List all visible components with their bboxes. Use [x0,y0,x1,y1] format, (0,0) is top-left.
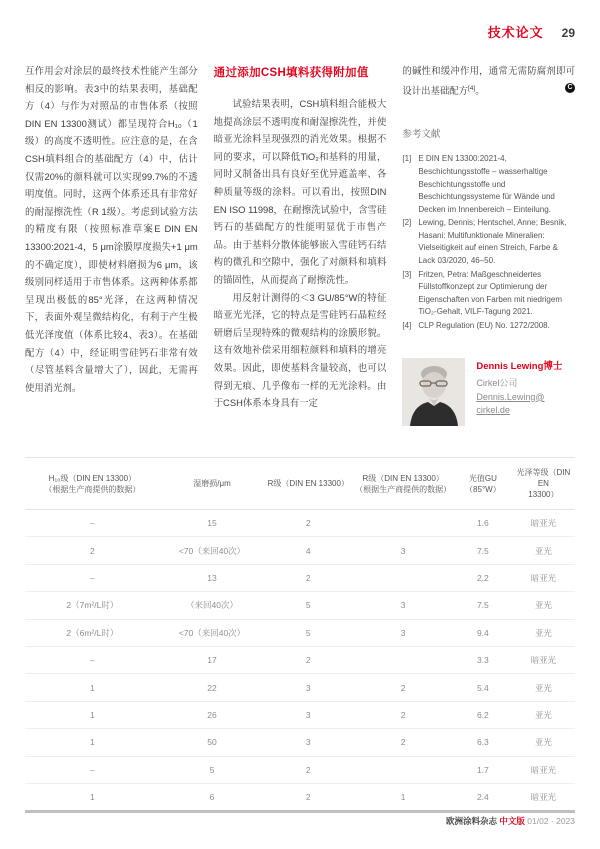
table-row [25,784,575,813]
table-cell: 3 [400,600,406,611]
table-cell: 6.3 [476,737,489,748]
body-paragraph: 试验结果表明，CSH填料组合能极大地提高涂层不透明度和耐湿擦洗性，并使暗亚光涂料呈现强烈的消光效果。根据不同的要求，可以降低TiO₂和基料的用量，同时又制备出具有良好至优异遮盖率、各种质量等级的涂料。可以看出，按照DIN EN ISO 11998，在耐擦洗试验中，含雪硅钙石的基础配方的性能明显优于市售产品。由于基料分散体能够嵌入雪硅钙石结构的微孔和空隙中，强化了对颜料和填料的锚固性，从而提高了耐擦洗性。 [213,98,387,285]
citation-marker: [4] [467,84,476,92]
table-cell: 1 [400,792,406,803]
table-cell: 1 [90,792,95,803]
reference-item [402,217,575,267]
journal-name: 欧洲涂料杂志 [445,816,497,826]
page-header [488,22,575,41]
reference-text: Lewing, Dennis; Hentschel, Anne; Besnik, Hasani: Multifunktionale Mineralien: Vielseitigkeit auf einen Streich, Farbe & Lack 03/2020, 46–50. [418,218,567,266]
author-company: Cirkel公司 [476,377,518,388]
references-list [402,153,575,332]
table-cell: 6.2 [476,709,489,720]
table-cell: 暗亚光 [530,764,557,775]
author-name: Dennis Lewing博士 [476,360,563,372]
page-footer [446,815,575,827]
table-row [25,674,575,701]
table-cell: 暗亚光 [530,518,557,529]
table-body [25,510,575,813]
results-table [25,457,575,813]
email-line2: cirkel.de [476,404,510,415]
section-heading: 通过添加CSH填料获得附加值 [213,67,369,79]
table-cell: <70（来回40次） [178,545,246,556]
rubric-label: 技术论文 [487,25,544,40]
email-line1: Dennis.Lewing@ [476,391,545,402]
table-cell: 15 [207,518,217,529]
article-body [25,62,575,426]
table-cell: 3 [305,682,311,693]
author-block [402,358,575,426]
table-cell: 2 [400,682,406,693]
table-cell: 亚光 [534,545,552,556]
table-cell: 2 [305,792,311,803]
table-cell: 2 [90,545,95,556]
table-cell: 5 [305,627,311,638]
table-cell: 2 [305,655,311,666]
author-info [476,358,562,426]
body-paragraph: 互作用会对涂层的最终技术性能产生部分相反的影响。表3中的结果表明，基础配方（4）与作为对照品的市售体系（按照DIN EN 13300测试）都呈现符合H₁₀（1级）的高度不透明性。应注意的是，在含CSH填料组合的基础配方（4）中，估计仅需20%的颜料就可以实现99.7%的不透明度值。同时，这两个体系还具有非常好的耐湿擦洗性（R 1级）。考虑到试验方法的精度有限（按照标准草案E DIN EN 13300:2021-4，5 μm涂膜厚度损失+1 μm的不确定度），即使材料磨损为6 μm，该级别同样适用于市售体系。这两种体系都呈现出极低的85°光泽，在这两种情况下，表面外观呈微结构化，有利于产生极低光泽度值（体系比较4、表3）。在基础配方（4）中，经证明雪硅钙石非常有效（尽管基料含量增大了），因此，无需再使用消光剂。 [25,65,198,393]
table-cell: 亚光 [534,627,552,638]
reference-number: [1] [402,154,412,164]
column-header: 光值GU（85°W） [465,473,501,494]
column-header: 光泽等级（DIN EN 13300） [516,468,571,499]
table-cell: 暗亚光 [530,792,557,803]
table-cell: （来回40次） [186,600,238,611]
column-middle [214,62,387,426]
table-cell: 2.4 [476,792,489,803]
table-cell: 亚光 [534,737,552,748]
table-cell: 暗亚光 [530,655,557,666]
table-cell: 2.2 [476,572,489,583]
reference-item [402,153,575,216]
table-cell: 1 [90,737,95,748]
table-row [25,729,575,756]
table-row [25,537,575,564]
table-cell: 3 [305,737,311,748]
table-cell: 亚光 [534,709,552,720]
table-cell: 7.5 [476,545,489,556]
table-cell: – [90,764,95,775]
reference-number: [2] [402,218,412,228]
table-row [25,510,575,537]
table-cell: 5.4 [476,682,489,693]
table-cell: 2 [305,764,311,775]
table-cell: 暗亚光 [530,572,557,583]
table-cell: – [90,572,95,583]
reference-item [402,269,575,319]
table-cell: 5 [305,600,311,611]
table-row [25,757,575,784]
table-cell: – [90,518,95,529]
table-cell: 1 [90,709,95,720]
table-cell: 亚光 [534,682,552,693]
paragraph-text: 。 [475,84,485,96]
table-cell: 4 [305,545,311,556]
reference-text: E DIN EN 13300:2021-4, Beschichtungsstoffe – wasserhaltige Beschichtungsstoffe und Beschichtungssysteme für Wände und Decken im Innenbereich – Einteilung. [418,154,555,214]
table-cell: 3 [305,709,311,720]
table-cell: 22 [207,682,217,693]
portrait-image [402,358,465,426]
table-cell: 2 [400,737,406,748]
table-row [25,620,575,647]
table-cell: 3 [400,545,406,556]
table-cell: 亚光 [534,600,552,611]
edition-label: 中文版 [499,816,525,826]
table-cell: 2（7m²/L时） [66,600,119,611]
table-cell: 3.3 [476,655,489,666]
table-row [25,702,575,729]
table-cell: 7.5 [476,600,489,611]
table-cell: 50 [207,737,217,748]
column-header: 湿磨损/μm [193,479,231,488]
column-header: R级（DIN EN 13300） （根据生产商提供的数据） [355,473,452,494]
references-heading: 参考文献 [402,129,441,141]
reference-number: [3] [402,269,412,279]
column-header: R级（DIN EN 13300） [267,479,349,488]
table-cell: 26 [207,709,217,720]
table-row [25,592,575,619]
end-of-article-icon: C [565,83,575,93]
table-cell: 3 [400,627,406,638]
table-cell: 1.7 [476,764,489,775]
table-cell: 1.6 [476,518,489,529]
body-paragraph [402,62,575,99]
reference-text: CLP Regulation (EU) No. 1272/2008. [418,321,550,331]
body-paragraph: 用反射计测得的＜3 GU/85°W的特征暗亚光光泽，它的特点是雪硅钙石晶粒经研磨后呈现特殊的微观结构的涂膜形貌。这有效地补偿采用细粒颜料和填料的增亮效果。因此，即使基料含量较高，也可以得到无痕、几乎像布一样的无光涂料。由于CSH体系本身具有一定 [213,291,387,409]
table-cell: 2（6m²/L时） [66,627,119,638]
page-number: 29 [561,26,575,40]
table-cell: 2 [305,518,311,529]
issue-label: 01/02 · 2023 [527,816,575,826]
table-header-row [25,457,575,510]
table-cell: 2 [400,709,406,720]
reference-number: [4] [402,321,412,331]
paragraph-text: 的碱性和缓冲作用，通常无需防腐剂即可设计出基础配方 [402,65,576,96]
table-cell: 1 [90,682,95,693]
table-row [25,647,575,674]
author-email-link[interactable] [476,391,562,417]
table-cell: 17 [207,655,217,666]
table-row [25,565,575,592]
table-cell: <70（来回40次） [178,627,246,638]
reference-item [402,320,575,333]
table-cell: 6 [209,792,215,803]
author-photo [402,358,465,426]
column-header: H₁₀级（DIN EN 13300） （根据生产商提供的数据） [44,473,141,494]
table-cell: 5 [209,764,215,775]
column-right [402,62,575,426]
table-cell: 9.4 [476,627,489,638]
table-cell: 2 [305,572,311,583]
column-left [25,62,198,426]
table-cell: – [90,655,95,666]
table-cell: 13 [207,572,217,583]
reference-text: Fritzen, Petra: Maßgeschneidertes Füllstoffkonzept zur Optimierung der Eigenschaften von Farben mit niedrigem TiO₂-Gehalt, VILF-Tagung 2021. [418,269,562,317]
